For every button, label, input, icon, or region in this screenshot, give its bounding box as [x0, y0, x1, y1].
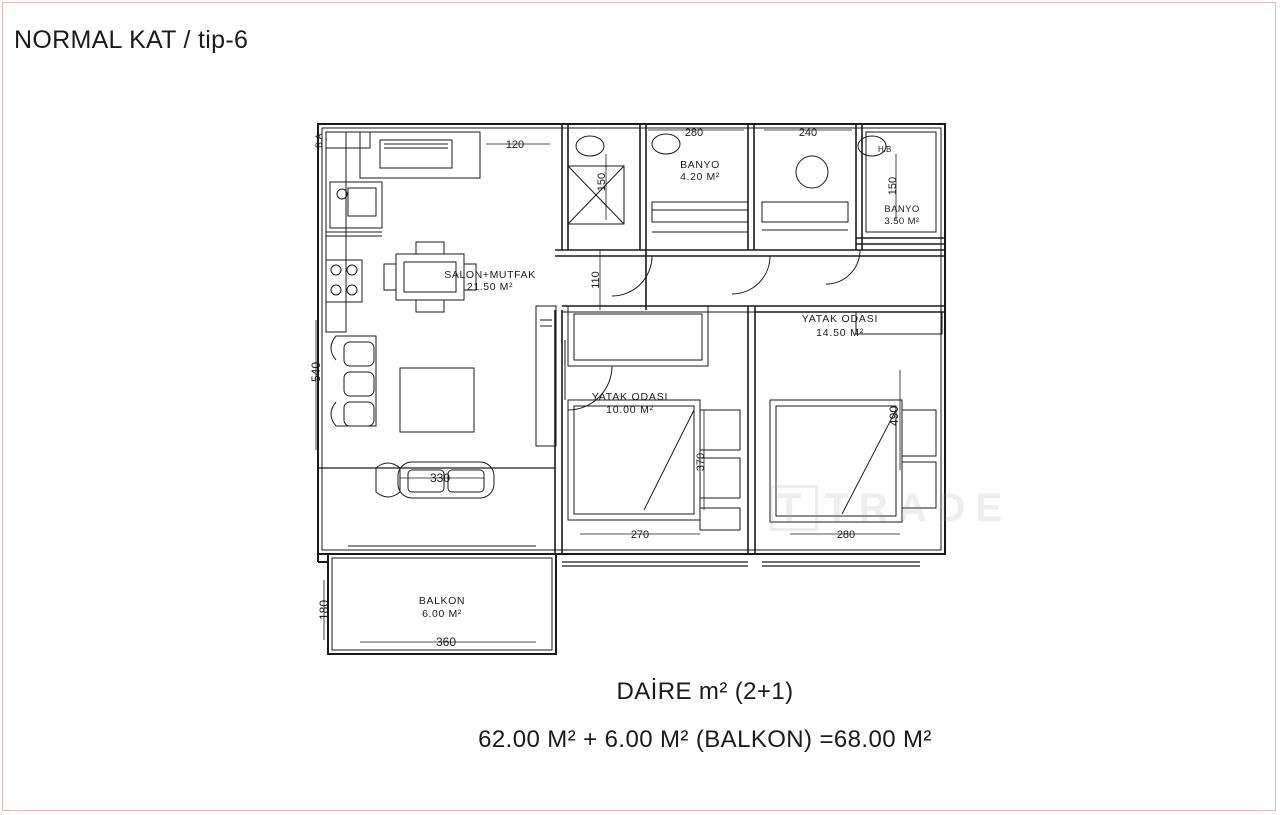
room-label-balkon: BALKON — [418, 595, 466, 607]
floor-plan-drawing — [300, 110, 1013, 670]
room-label-banyo1: BANYO — [680, 159, 720, 171]
dimension-110: 110 — [590, 271, 602, 289]
dimension-180: 180 — [317, 599, 331, 621]
summary-footer — [0, 678, 1280, 754]
watermark-text: TRADE — [824, 486, 1013, 530]
dimension-150-left: 150 — [596, 172, 608, 192]
dimension-280-bottom: 280 — [836, 529, 856, 541]
dimension-490: 490 — [887, 405, 901, 427]
watermark: T TRADE — [770, 485, 1110, 535]
label-hb: H.B — [878, 145, 892, 154]
label-ba: B.A — [314, 133, 324, 148]
room-area-salon: 21.50 M² — [466, 281, 514, 293]
room-area-yatak1: 14.50 M² — [816, 327, 864, 339]
apartment-area-label: 62.00 M² + 6.00 M² (BALKON) =68.00 M² — [478, 726, 932, 753]
dimension-360: 360 — [435, 635, 457, 649]
dimension-240: 240 — [798, 127, 818, 139]
floor-plan-svg — [300, 110, 960, 670]
room-area-banyo1: 4.20 M² — [680, 171, 720, 183]
dimension-540: 540 — [309, 361, 323, 383]
apartment-type-label: DAİRE m² (2+1) — [616, 678, 794, 705]
dimension-150-right: 150 — [887, 176, 899, 196]
dimension-330: 330 — [429, 471, 451, 485]
dimension-120: 120 — [505, 139, 525, 151]
room-area-banyo2: 3.50 M² — [884, 216, 920, 227]
dimension-280-top: 280 — [684, 127, 704, 139]
room-label-yatak1: YATAK ODASI — [801, 313, 879, 325]
dimension-370: 370 — [695, 452, 707, 472]
room-label-yatak2: YATAK ODASI — [591, 391, 669, 403]
page-title: NORMAL KAT / tip-6 — [14, 26, 249, 54]
dimension-270: 270 — [630, 529, 650, 541]
room-area-yatak2: 10.00 M² — [606, 404, 654, 416]
room-label-salon: SALON+MUTFAK — [444, 269, 536, 281]
room-label-banyo2: BANYO — [884, 204, 920, 215]
room-area-balkon: 6.00 M² — [422, 608, 462, 620]
